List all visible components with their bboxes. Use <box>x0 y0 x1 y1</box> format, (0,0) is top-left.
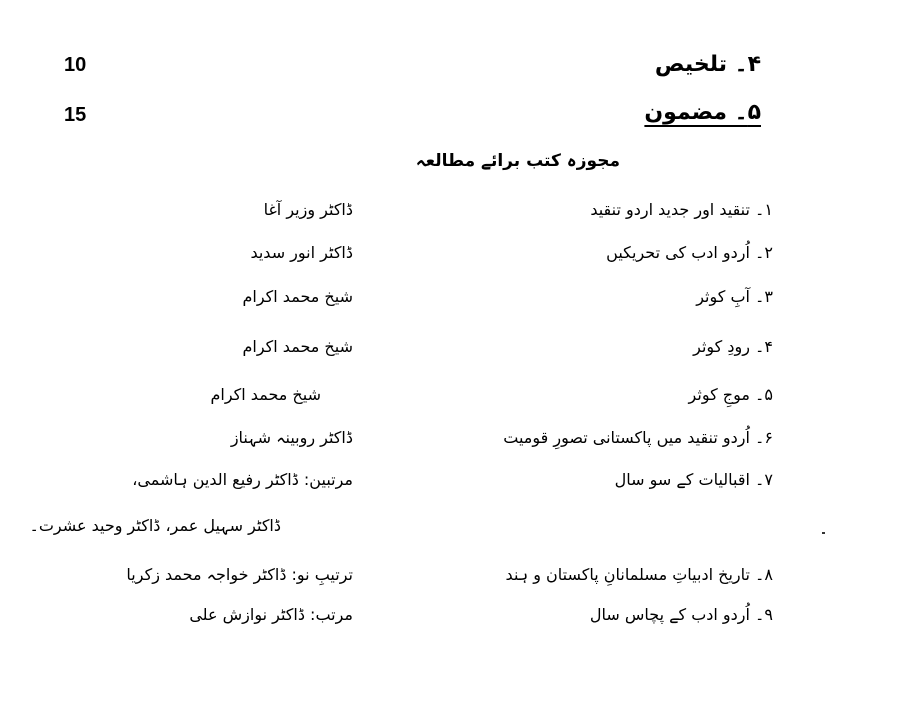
book-title-1: ۱۔ تنقید اور جدید اردو تنقید <box>590 200 773 219</box>
book-author-5: شیخ محمد اکرام <box>210 385 321 404</box>
book-title-6: ۶۔ اُردو تنقید میں پاکستانی تصورِ قومیت <box>503 428 773 447</box>
book-author-2: ڈاکٹر انور سدید <box>250 243 353 262</box>
toc-page-number-talkhees: 10 <box>64 54 87 76</box>
toc-entry-talkhees: ۴۔ تلخیص <box>654 52 761 77</box>
book-author-6: ڈاکٹر روبینہ شہناز <box>230 428 353 447</box>
book-author-7: مرتبین: ڈاکٹر رفیع الدین ہاشمی، <box>132 470 353 489</box>
scan-speck <box>822 532 825 534</box>
toc-page-number-mazmoon: 15 <box>64 104 87 126</box>
book-author-1: ڈاکٹر وزیر آغا <box>263 200 353 219</box>
reading-list-title: مجوزہ کتب برائے مطالعہ <box>415 151 620 171</box>
book-title-4: ۴۔ رودِ کوثر <box>693 337 773 356</box>
toc-entry-mazmoon: ۵۔ مضمون <box>644 100 761 125</box>
book-title-9: ۹۔ اُردو ادب کے پچاس سال <box>589 605 773 624</box>
book-title-8: ۸۔ تاریخ ادبیاتِ مسلمانانِ پاکستان و ہند <box>505 565 773 584</box>
book-title-3: ۳۔ آبِ کوثر <box>696 287 773 306</box>
book-title-7: ۷۔ اقبالیات کے سو سال <box>614 470 773 489</box>
book-author-8: ترتیبِ نو: ڈاکٹر خواجہ محمد زکریا <box>126 565 353 584</box>
book-author-9: مرتب: ڈاکٹر نوازش علی <box>189 605 353 624</box>
book-author-4: شیخ محمد اکرام <box>242 337 353 356</box>
book-title-2: ۲۔ اُردو ادب کی تحریکیں <box>606 243 773 262</box>
book-author-7-continued: ڈاکٹر سہیل عمر، ڈاکٹر وحید عشرت۔ <box>29 516 281 535</box>
book-author-3: شیخ محمد اکرام <box>242 287 353 306</box>
book-title-5: ۵۔ موجِ کوثر <box>688 385 773 404</box>
